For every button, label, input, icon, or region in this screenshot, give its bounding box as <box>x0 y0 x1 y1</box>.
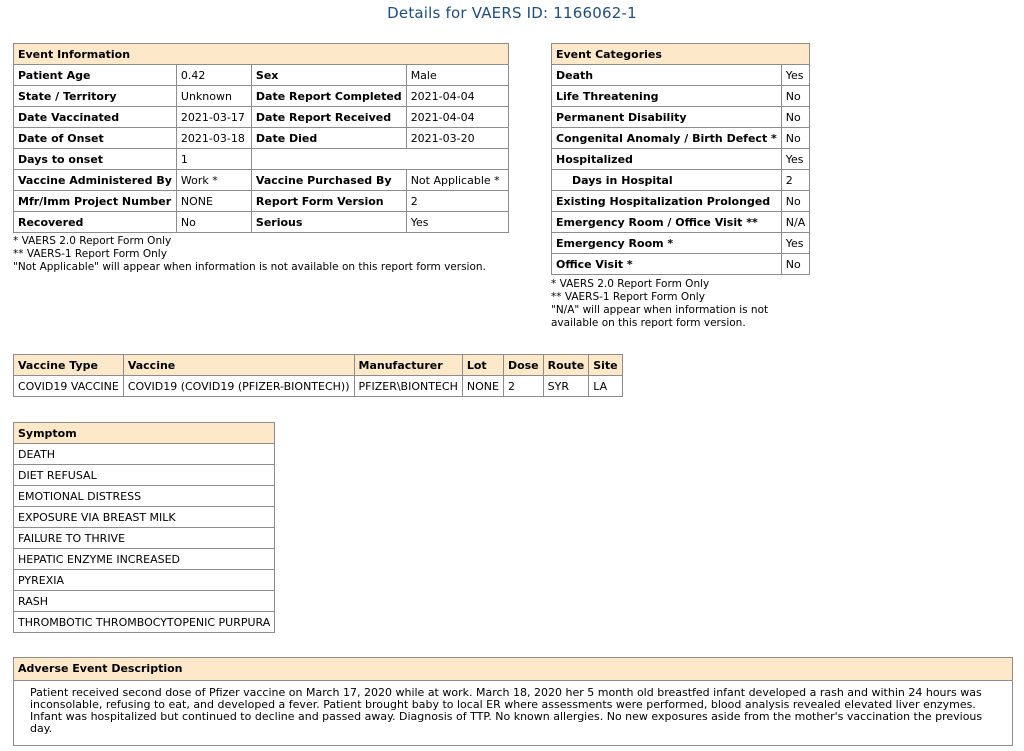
category-value: No <box>781 191 809 212</box>
symptom-table <box>13 422 275 633</box>
list-item <box>14 528 275 549</box>
column-header: Vaccine Type <box>14 355 124 376</box>
field-value: 2021-03-18 <box>176 128 251 149</box>
table-cell: COVID19 VACCINE <box>14 376 124 397</box>
table-header-row <box>14 355 623 376</box>
event-information-table <box>13 43 509 233</box>
description-text: Patient received second dose of Pfizer vaccine on March 17, 2020 while at work. March 18, 2020 her 5 month old breastfed infant developed a rash and within 24 hours was inconsolable, refusing to eat, and developed a fever. Patient brought baby to local ER where assessments were performed, blood analysis revealed elevated liver enzymes. Infant was hospitalized but continued to decline and passed away. Diagnosis of TTP. No known allergies. No new exposures aside from the mother's vaccination the previous day. <box>30 686 983 735</box>
table-row <box>14 86 509 107</box>
category-label: Emergency Room * <box>552 233 782 254</box>
list-item <box>14 570 275 591</box>
footnote: "Not Applicable" will appear when information is not available on this report form version. <box>13 261 486 273</box>
field-value: Work * <box>176 170 251 191</box>
list-item <box>14 612 275 633</box>
footnote: available on this report form version. <box>551 317 746 329</box>
symptom-item: PYREXIA <box>14 570 275 591</box>
table-row <box>552 233 810 254</box>
category-label: Days in Hospital <box>552 170 782 191</box>
event-categories-footnotes <box>551 278 768 330</box>
list-item <box>14 486 275 507</box>
field-label: Patient Age <box>14 65 177 86</box>
symptom-item: HEPATIC ENZYME INCREASED <box>14 549 275 570</box>
category-value: N/A <box>781 212 809 233</box>
adverse-event-description <box>13 657 1013 746</box>
field-value: 2 <box>406 191 508 212</box>
field-value: 1 <box>176 149 251 170</box>
category-label: Life Threatening <box>552 86 782 107</box>
empty-cell <box>251 149 508 170</box>
field-label: Days to onset <box>14 149 177 170</box>
field-label: Vaccine Administered By <box>14 170 177 191</box>
symptom-item: THROMBOTIC THROMBOCYTOPENIC PURPURA <box>14 612 275 633</box>
symptom-item: DEATH <box>14 444 275 465</box>
table-row <box>552 65 810 86</box>
table-row <box>552 170 810 191</box>
field-value: Yes <box>406 212 508 233</box>
page-title: Details for VAERS ID: 1166062-1 <box>387 4 637 22</box>
category-label: Office Visit * <box>552 254 782 275</box>
table-row <box>552 86 810 107</box>
footnote: ** VAERS-1 Report Form Only <box>551 291 705 303</box>
field-label: Date of Onset <box>14 128 177 149</box>
field-label: Serious <box>251 212 406 233</box>
field-value: 2021-03-20 <box>406 128 508 149</box>
table-row <box>14 128 509 149</box>
table-row <box>14 376 623 397</box>
symptom-header: Symptom <box>14 423 275 444</box>
table-row <box>14 149 509 170</box>
table-row <box>14 107 509 128</box>
category-label: Permanent Disability <box>552 107 782 128</box>
category-value: Yes <box>781 65 809 86</box>
list-item <box>14 591 275 612</box>
vaccine-table <box>13 354 623 397</box>
category-label: Congenital Anomaly / Birth Defect * <box>552 128 782 149</box>
column-header: Vaccine <box>123 355 354 376</box>
field-label: Date Vaccinated <box>14 107 177 128</box>
table-row <box>552 107 810 128</box>
field-label: Report Form Version <box>251 191 406 212</box>
field-value: Unknown <box>176 86 251 107</box>
field-label: Date Report Completed <box>251 86 406 107</box>
column-header: Dose <box>503 355 543 376</box>
event-categories-table <box>551 43 810 275</box>
field-value: No <box>176 212 251 233</box>
field-value: Not Applicable * <box>406 170 508 191</box>
list-item <box>14 465 275 486</box>
table-row <box>552 149 810 170</box>
field-label: Date Report Received <box>251 107 406 128</box>
category-label: Death <box>552 65 782 86</box>
category-label: Hospitalized <box>552 149 782 170</box>
footnote: "N/A" will appear when information is not <box>551 304 769 316</box>
field-label: Vaccine Purchased By <box>251 170 406 191</box>
column-header: Site <box>589 355 622 376</box>
footnote: * VAERS 2.0 Report Form Only <box>13 235 172 247</box>
category-value: 2 <box>781 170 809 191</box>
footnote: * VAERS 2.0 Report Form Only <box>551 278 710 290</box>
description-header: Adverse Event Description <box>14 658 1012 681</box>
symptom-item: EMOTIONAL DISTRESS <box>14 486 275 507</box>
field-value: Male <box>406 65 508 86</box>
field-value: NONE <box>176 191 251 212</box>
field-value: 2021-03-17 <box>176 107 251 128</box>
category-value: No <box>781 86 809 107</box>
list-item <box>14 444 275 465</box>
list-item <box>14 507 275 528</box>
field-label: Recovered <box>14 212 177 233</box>
table-cell: PFIZER\BIONTECH <box>354 376 462 397</box>
footnote: ** VAERS-1 Report Form Only <box>13 248 167 260</box>
table-row <box>14 170 509 191</box>
table-row <box>14 191 509 212</box>
field-value: 2021-04-04 <box>406 86 508 107</box>
table-cell: NONE <box>462 376 503 397</box>
table-row <box>552 254 810 275</box>
field-label: Date Died <box>251 128 406 149</box>
table-cell: SYR <box>543 376 589 397</box>
symptom-item: FAILURE TO THRIVE <box>14 528 275 549</box>
category-value: No <box>781 128 809 149</box>
symptom-item: EXPOSURE VIA BREAST MILK <box>14 507 275 528</box>
category-label: Existing Hospitalization Prolonged <box>552 191 782 212</box>
table-cell: 2 <box>503 376 543 397</box>
event-information-footnotes <box>13 235 486 274</box>
table-row <box>14 212 509 233</box>
list-item <box>14 549 275 570</box>
table-cell: COVID19 (COVID19 (PFIZER-BIONTECH)) <box>123 376 354 397</box>
category-value: Yes <box>781 233 809 254</box>
column-header: Manufacturer <box>354 355 462 376</box>
table-row <box>14 65 509 86</box>
field-label: Mfr/Imm Project Number <box>14 191 177 212</box>
field-value: 0.42 <box>176 65 251 86</box>
symptom-item: DIET REFUSAL <box>14 465 275 486</box>
category-label: Emergency Room / Office Visit ** <box>552 212 782 233</box>
event-information-header: Event Information <box>14 44 509 65</box>
field-label: Sex <box>251 65 406 86</box>
table-row <box>552 128 810 149</box>
event-categories-header: Event Categories <box>552 44 810 65</box>
table-row <box>552 212 810 233</box>
symptom-item: RASH <box>14 591 275 612</box>
table-row <box>552 191 810 212</box>
field-label: State / Territory <box>14 86 177 107</box>
column-header: Lot <box>462 355 503 376</box>
field-value: 2021-04-04 <box>406 107 508 128</box>
column-header: Route <box>543 355 589 376</box>
category-value: Yes <box>781 149 809 170</box>
table-cell: LA <box>589 376 622 397</box>
category-value: No <box>781 254 809 275</box>
category-value: No <box>781 107 809 128</box>
